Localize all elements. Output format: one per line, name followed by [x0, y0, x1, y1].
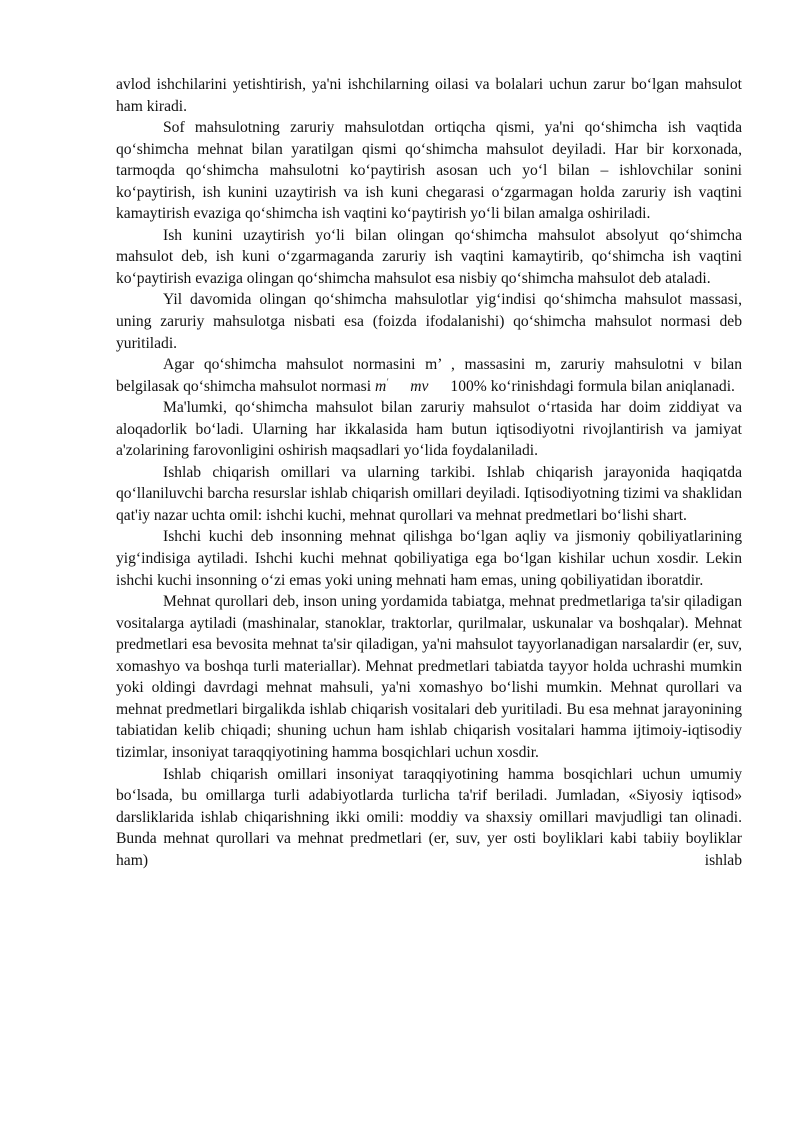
paragraph-9: Ishlab chiqarish omillari insoniyat taraqqiyotining hamma bosqichlari uchun umumiy bo‘lsada, bu omillarga turli adabiyotlarda turlicha ta'rif beriladi. Jumladan, «Siyosiy iqtisod» darsliklarida ishlab chiqarishning ikki omili: moddiy va shaxsiy omillari mavjudligi tan olinadi. Bunda mehnat qurollari va mehnat predmetlari (er, suv, yer osti boyliklari kabi tabiiy boyliklar ham) ishlab: [116, 765, 742, 869]
paragraph-5: Ma'lumki, qo‘shimcha mahsulot bilan zaruriy mahsulot o‘rtasida har doim ziddiyat va aloqadorlik bo‘ladi. Ularning har ikkalasida ham butun iqtisodiyotni rivojlantirish va jamiyat a'zolarining farovonligini oshirish maqsadlari yo‘lida foydalaniladi.: [116, 399, 742, 460]
paragraph-4: Yil davomida olingan qo‘shimcha mahsulotlar yig‘indisi qo‘shimcha mahsulot massasi, uning zaruriy mahsulotga nisbati esa (foizda ifodalanishi) qo‘shimcha mahsulot normasi deb yuritiladi.: [116, 291, 742, 352]
formula-prime: ': [386, 376, 389, 387]
formula-paragraph: [116, 354, 742, 397]
formula-mv: mv: [410, 377, 429, 395]
paragraph-8: Mehnat qurollari deb, inson uning yordamida tabiatga, mehnat predmetlariga ta'sir qiladigan vositalarga aytiladi (mashinalar, stanoklar, traktorlar, qurilmalar, uskunalar va boshqalar). Mehnat predmetlari esa bevosita mehnat ta'sir qiladigan, ya'ni mahsulot tayyorlanadigan narsalardir (er, suv, xomashyo va boshqa turli materiallar). Mehnat predmetlari tabiatda tayyor holda uchrashi mumkin yoki oldingi davrdagi mehnat mahsuli, ya'ni xomashyo bo‘lishi mumkin. Mehnat qurollari va mehnat predmetlari birgalikda ishlab chiqarish vositalari deb yuritiladi. Bu esa mehnat jarayonining tabiatidan kelib chiqadi; shuning uchun ham ishlab chiqarish vositalari hamma ijtimoiy-iqtisodiy tizimlar, insoniyat taraqqiyotining hamma bosqichlari uchun xosdir.: [116, 593, 742, 761]
formula-pct: 100%: [450, 377, 487, 395]
formula-m: m: [375, 377, 387, 395]
formula-text-before: Agar qo‘shimcha mahsulot normasini m’ , massasini m, zaruriy mahsulotni v bilan belgilasak qo‘shimcha mahsulot normasi: [116, 356, 742, 395]
formula: [375, 378, 487, 395]
paragraph-6: Ishlab chiqarish omillari va ularning tarkibi. Ishlab chiqarish jarayonida haqiqatda qo‘llaniluvchi barcha resurslar ishlab chiqarish omillari deyiladi. Iqtisodiyotning tizimi va shaklidan qat'iy nazar uchta omil: ishchi kuchi, mehnat qurollari va mehnat predmetlari bo‘lishi shart.: [116, 463, 742, 524]
paragraph-2: Sof mahsulotning zaruriy mahsulotdan ortiqcha qismi, ya'ni qo‘shimcha ish vaqtida qo‘shimcha mehnat bilan yaratilgan qismi qo‘shimcha mahsulot deyiladi. Har bir korxonada, tarmoqda qo‘shimcha mahsulotni ko‘paytirish asosan uch yo‘l bilan – ishlovchilar sonini ko‘paytirish, ish kunini uzaytirish va ish kuni chegarasi o‘zgarmagan holda zaruriy ish vaqtini kamaytirish evaziga qo‘shimcha ish vaqtini ko‘paytirish yo‘li bilan amalga oshiriladi.: [116, 119, 742, 223]
formula-text-after: ko‘rinishdagi formula bilan aniqlanadi.: [490, 377, 735, 395]
document-page: [116, 74, 742, 871]
paragraph-3: Ish kunini uzaytirish yo‘li bilan olingan qo‘shimcha mahsulot absolyut qo‘shimcha mahsulot deb, ish kuni o‘zgarmaganda zaruriy ish vaqtini kamaytirib, qo‘shimcha ish vaqtini ko‘paytirish evaziga olingan qo‘shimcha mahsulot esa nisbiy qo‘shimcha mahsulot deb ataladi.: [116, 226, 742, 287]
paragraph-1: avlod ishchilarini yetishtirish, ya'ni ishchilarning oilasi va bolalari uchun zarur bo‘lgan mahsulot ham kiradi.: [116, 76, 742, 115]
paragraph-7: Ishchi kuchi deb insonning mehnat qilishga bo‘lgan aqliy va jismoniy qobiliyatlarining yig‘indisiga aytiladi. Ishchi kuchi mehnat qobiliyatiga ega bo‘lgan kishilar uchun xosdir. Lekin ishchi kuchi insonning o‘zi emas yoki uning mehnati ham emas, uning qobiliyatidan iboratdir.: [116, 528, 742, 589]
